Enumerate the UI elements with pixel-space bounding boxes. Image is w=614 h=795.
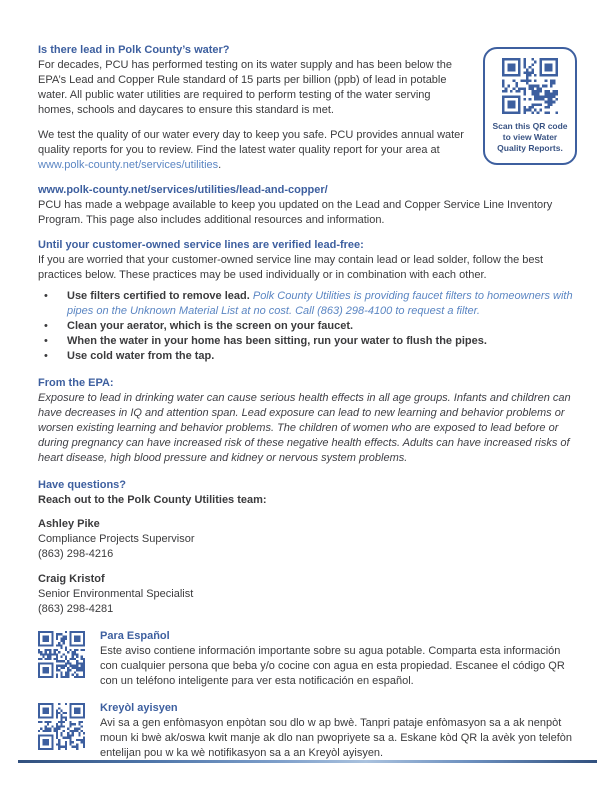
contact-ashley-pike [38,517,577,562]
bullet-icon: • [44,335,48,347]
paragraph-creole-notice: Avi sa a gen enfòmasyon enpòtan sou dlo w ap bwè. Tanpri pataje enfòmasyon sa a ak nenpòt moun ki bwè ak/oswa kwit manje ak dlo nan pwopriyete sa a. Eskane kòd QR la avèk yon telefòn entelijan pou w ka wè notifikasyon sa a an Kreyòl ayisyen. [100,717,573,759]
spanish-section [38,629,577,689]
list-item [38,349,577,364]
bullet-bold-text: Clean your aerator, which is the screen on your faucet. [67,320,354,332]
bullet-bold-text: Use cold water from the tap. [67,350,215,362]
paragraph-best-practices: If you are worried that your customer-owned service line may contain lead or lead solder, follow the best practices below. These practices may be used individually or in combination with each other. [38,254,544,281]
contact-title: Compliance Projects Supervisor [38,533,195,545]
paragraph-spanish-notice: Este aviso contiene información importante sobre su agua potable. Comparta esta información con cualquier persona que beba y/o cocine con agua en esta propiedad. Escanee el código QR con un teléfono inteligente para ver esta notificación en español. [100,645,565,687]
heading-epa: From the EPA: [38,377,114,389]
list-item [38,319,577,334]
heading-lead-question: Is there lead in Polk County’s water? [38,44,230,56]
paragraph-epa-health-effects: Exposure to lead in drinking water can cause serious health effects in all age groups. Infants and children can have decreases in IQ and attention span. Lead exposure can lead to new learning and behavior problems or worsen existing learning and behavior problems. The children of women who are exposed to lead before or during pregnancy can have increased risk of these negative health effects. Adults can have increased risks of heart disease, high blood pressure and kidney or nervous system problems. [38,392,571,464]
creole-qr-code[interactable] [38,703,85,750]
heading-para-espanol: Para Español [100,630,170,642]
lead-and-copper-link[interactable]: www.polk-county.net/services/utilities/lead-and-copper/ [38,184,328,196]
contact-name: Craig Kristof [38,573,105,585]
contact-phone: (863) 298-4281 [38,603,114,615]
bullet-note-text: Polk County Utilities is providing faucet filters to homeowners with pipes on the Unknown Material List at no cost. Call (863) 298-4100 to request a filter. [67,290,573,317]
bullet-icon: • [44,290,48,302]
paragraph-daily-testing-text: We test the quality of our water every day to keep you safe. PCU provides annual water quality reports for you to review. Find the latest water quality report for your area at [38,129,464,156]
bullet-icon: • [44,350,48,362]
water-quality-qr-code[interactable] [502,58,558,114]
water-quality-report-link[interactable]: www.polk-county.net/services/utilities [38,159,219,171]
paragraph-webpage-info: PCU has made a webpage available to keep you updated on the Lead and Copper Service Line Inventory Program. This page also includes additional resources and information. [38,199,553,226]
lead-copper-link-heading [38,183,577,198]
paragraph-decades-testing: For decades, PCU has performed testing on its water supply and has been below the EPA’s Lead and Copper Rule standard of 15 parts per billion (ppb) of lead in potable water. All public water utilities are required to perform testing of the water serving homes, schools and daycares to ensure this standard is met. [38,59,452,116]
best-practices-list [38,289,577,364]
bullet-bold-text: When the water in your home has been sitting, run your water to flush the pipes. [67,335,487,347]
heading-kreyol-ayisyen: Kreyòl ayisyen [100,702,178,714]
heading-service-lines: Until your customer-owned service lines are verified lead-free: [38,239,364,251]
spanish-qr-code[interactable] [38,631,85,678]
contact-title: Senior Environmental Specialist [38,588,194,600]
contact-name: Ashley Pike [38,518,100,530]
paragraph-reach-out: Reach out to the Polk County Utilities team: [38,494,267,506]
footer-divider [18,760,597,763]
sentence-period: . [218,159,222,171]
water-quality-qr-box [483,47,577,165]
contact-craig-kristof [38,572,577,617]
list-item [38,289,577,319]
list-item [38,334,577,349]
creole-section [38,701,577,761]
heading-have-questions: Have questions? [38,479,127,491]
bullet-bold-text: Use filters certified to remove lead. [67,290,250,302]
water-quality-qr-caption: Scan this QR code to view Water Quality Reports. [492,121,568,153]
contact-phone: (863) 298-4216 [38,548,114,560]
bullet-icon: • [44,320,48,332]
